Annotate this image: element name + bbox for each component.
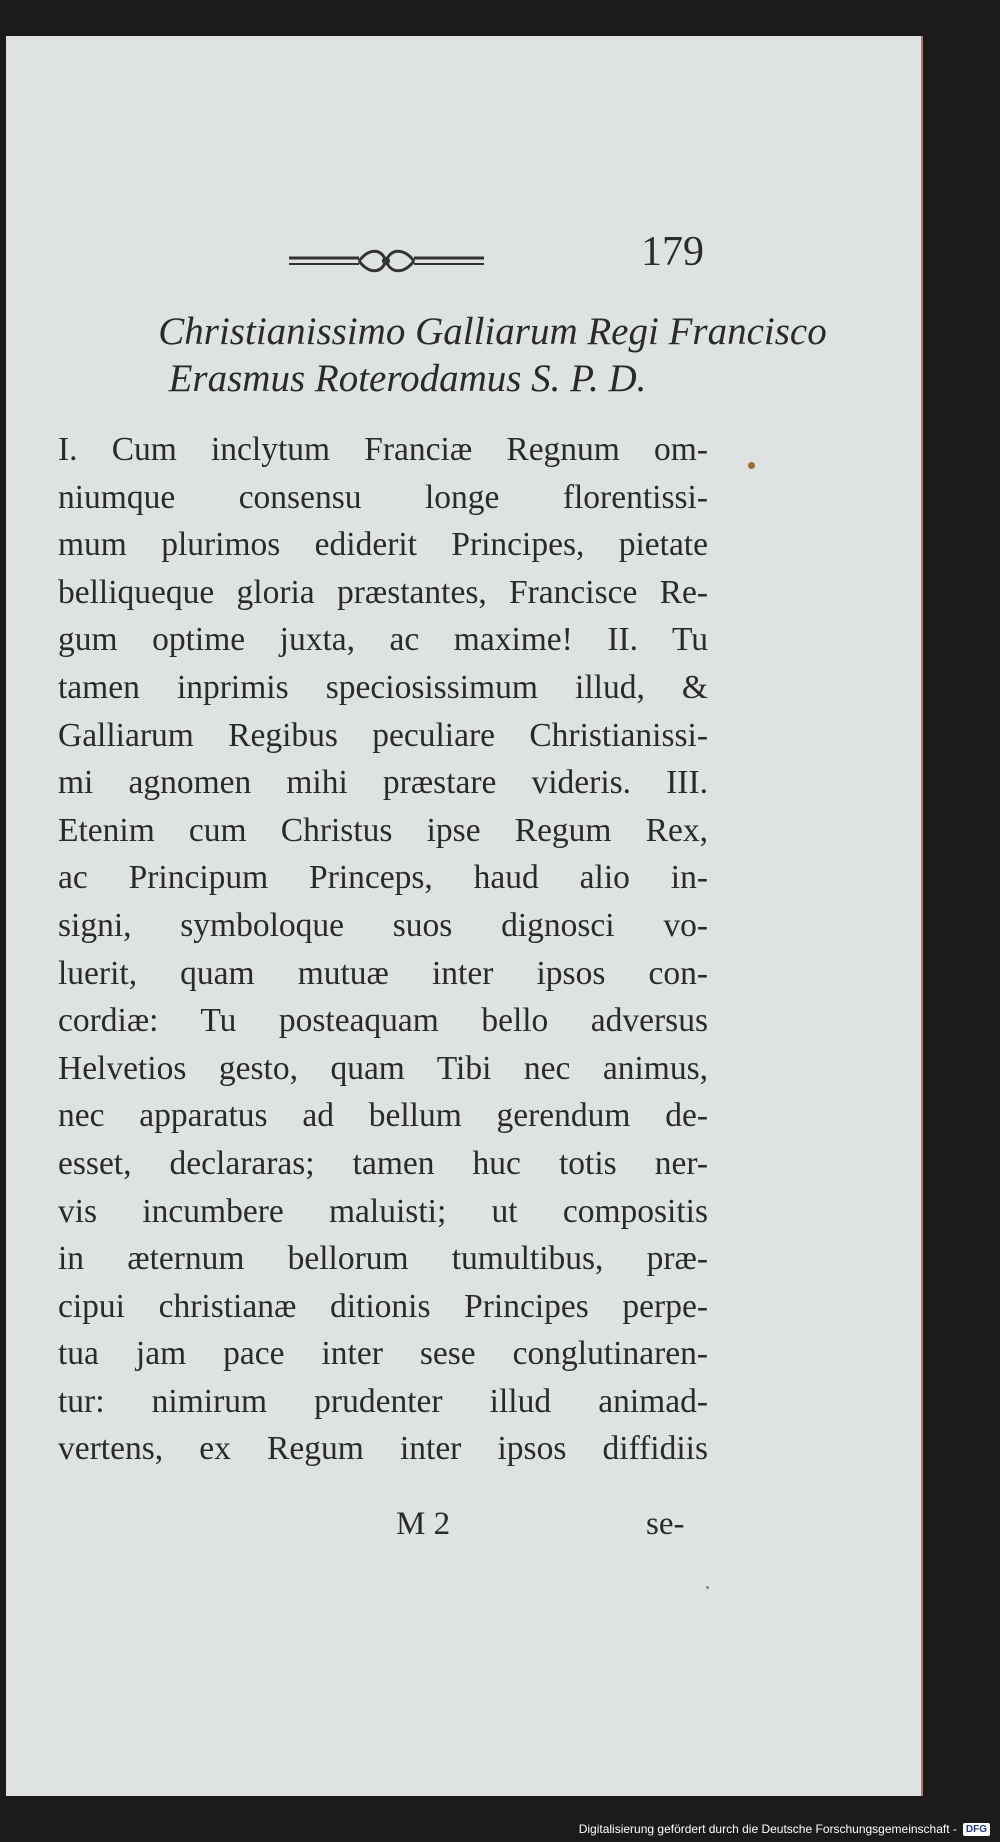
- letter-title-line-1: Christianissimo Galliarum Regi Francisco: [158, 310, 827, 353]
- text-line: cipui christianæ ditionis Principes perpe-: [58, 1287, 708, 1325]
- ornament-rule: [289, 246, 484, 276]
- foxing-spot: [748, 462, 755, 469]
- text-line: belliqueque gloria præstantes, Francisce Re-: [58, 573, 708, 611]
- text-line: nec apparatus ad bellum gerendum de-: [58, 1097, 708, 1135]
- foxing-spot: [706, 1586, 709, 1589]
- text-line: I. Cum inclytum Franciæ Regnum om-: [58, 431, 708, 468]
- text-line: signi, symboloque suos dignosci vo-: [58, 906, 708, 944]
- text-line: tua jam pace inter sese conglutinaren-: [58, 1335, 708, 1373]
- letter-title-line-2: Erasmus Roterodamus S. P. D.: [168, 357, 647, 400]
- text-line: Helvetios gesto, quam Tibi nec animus,: [58, 1049, 708, 1087]
- page-number: 179: [641, 229, 704, 275]
- text-line: vertens, ex Regum inter ipsos diffidiis: [58, 1430, 708, 1468]
- text-line: luerit, quam mutuæ inter ipsos con-: [58, 954, 708, 992]
- text-line: niumque consensu longe florentissi-: [58, 478, 708, 516]
- text-line: Etenim cum Christus ipse Regum Rex,: [58, 811, 708, 849]
- text-line: esset, declararas; tamen huc totis ner-: [58, 1144, 708, 1182]
- text-line: tamen inprimis speciosissimum illud, &: [58, 668, 708, 706]
- body-text: [58, 426, 708, 1473]
- credit-text: Digitalisierung gefördert durch die Deutsche Forschungsgemeinschaft -: [578, 1822, 957, 1836]
- digitization-credit: [579, 1822, 990, 1836]
- text-line: ac Principum Princeps, haud alio in-: [58, 859, 708, 897]
- text-line: mi agnomen mihi præstare videris. III.: [58, 764, 708, 802]
- book-page: [6, 36, 923, 1796]
- text-line: tur: nimirum prudenter illud animad-: [58, 1382, 708, 1420]
- text-line: in æternum bellorum tumultibus, præ-: [58, 1240, 708, 1278]
- text-line: vis incumbere maluisti; ut compositis: [58, 1192, 708, 1230]
- text-line: Galliarum Regibus peculiare Christianissi-: [58, 716, 708, 754]
- dfg-logo: DFG: [963, 1823, 990, 1836]
- text-line: cordiæ: Tu posteaquam bello adversus: [58, 1002, 708, 1040]
- signature-mark: M 2: [396, 1506, 451, 1542]
- catchword: se-: [646, 1506, 685, 1542]
- running-head: [6, 226, 921, 296]
- text-line: gum optime juxta, ac maxime! II. Tu: [58, 621, 708, 659]
- text-line: mum plurimos ediderit Principes, pietate: [58, 526, 708, 564]
